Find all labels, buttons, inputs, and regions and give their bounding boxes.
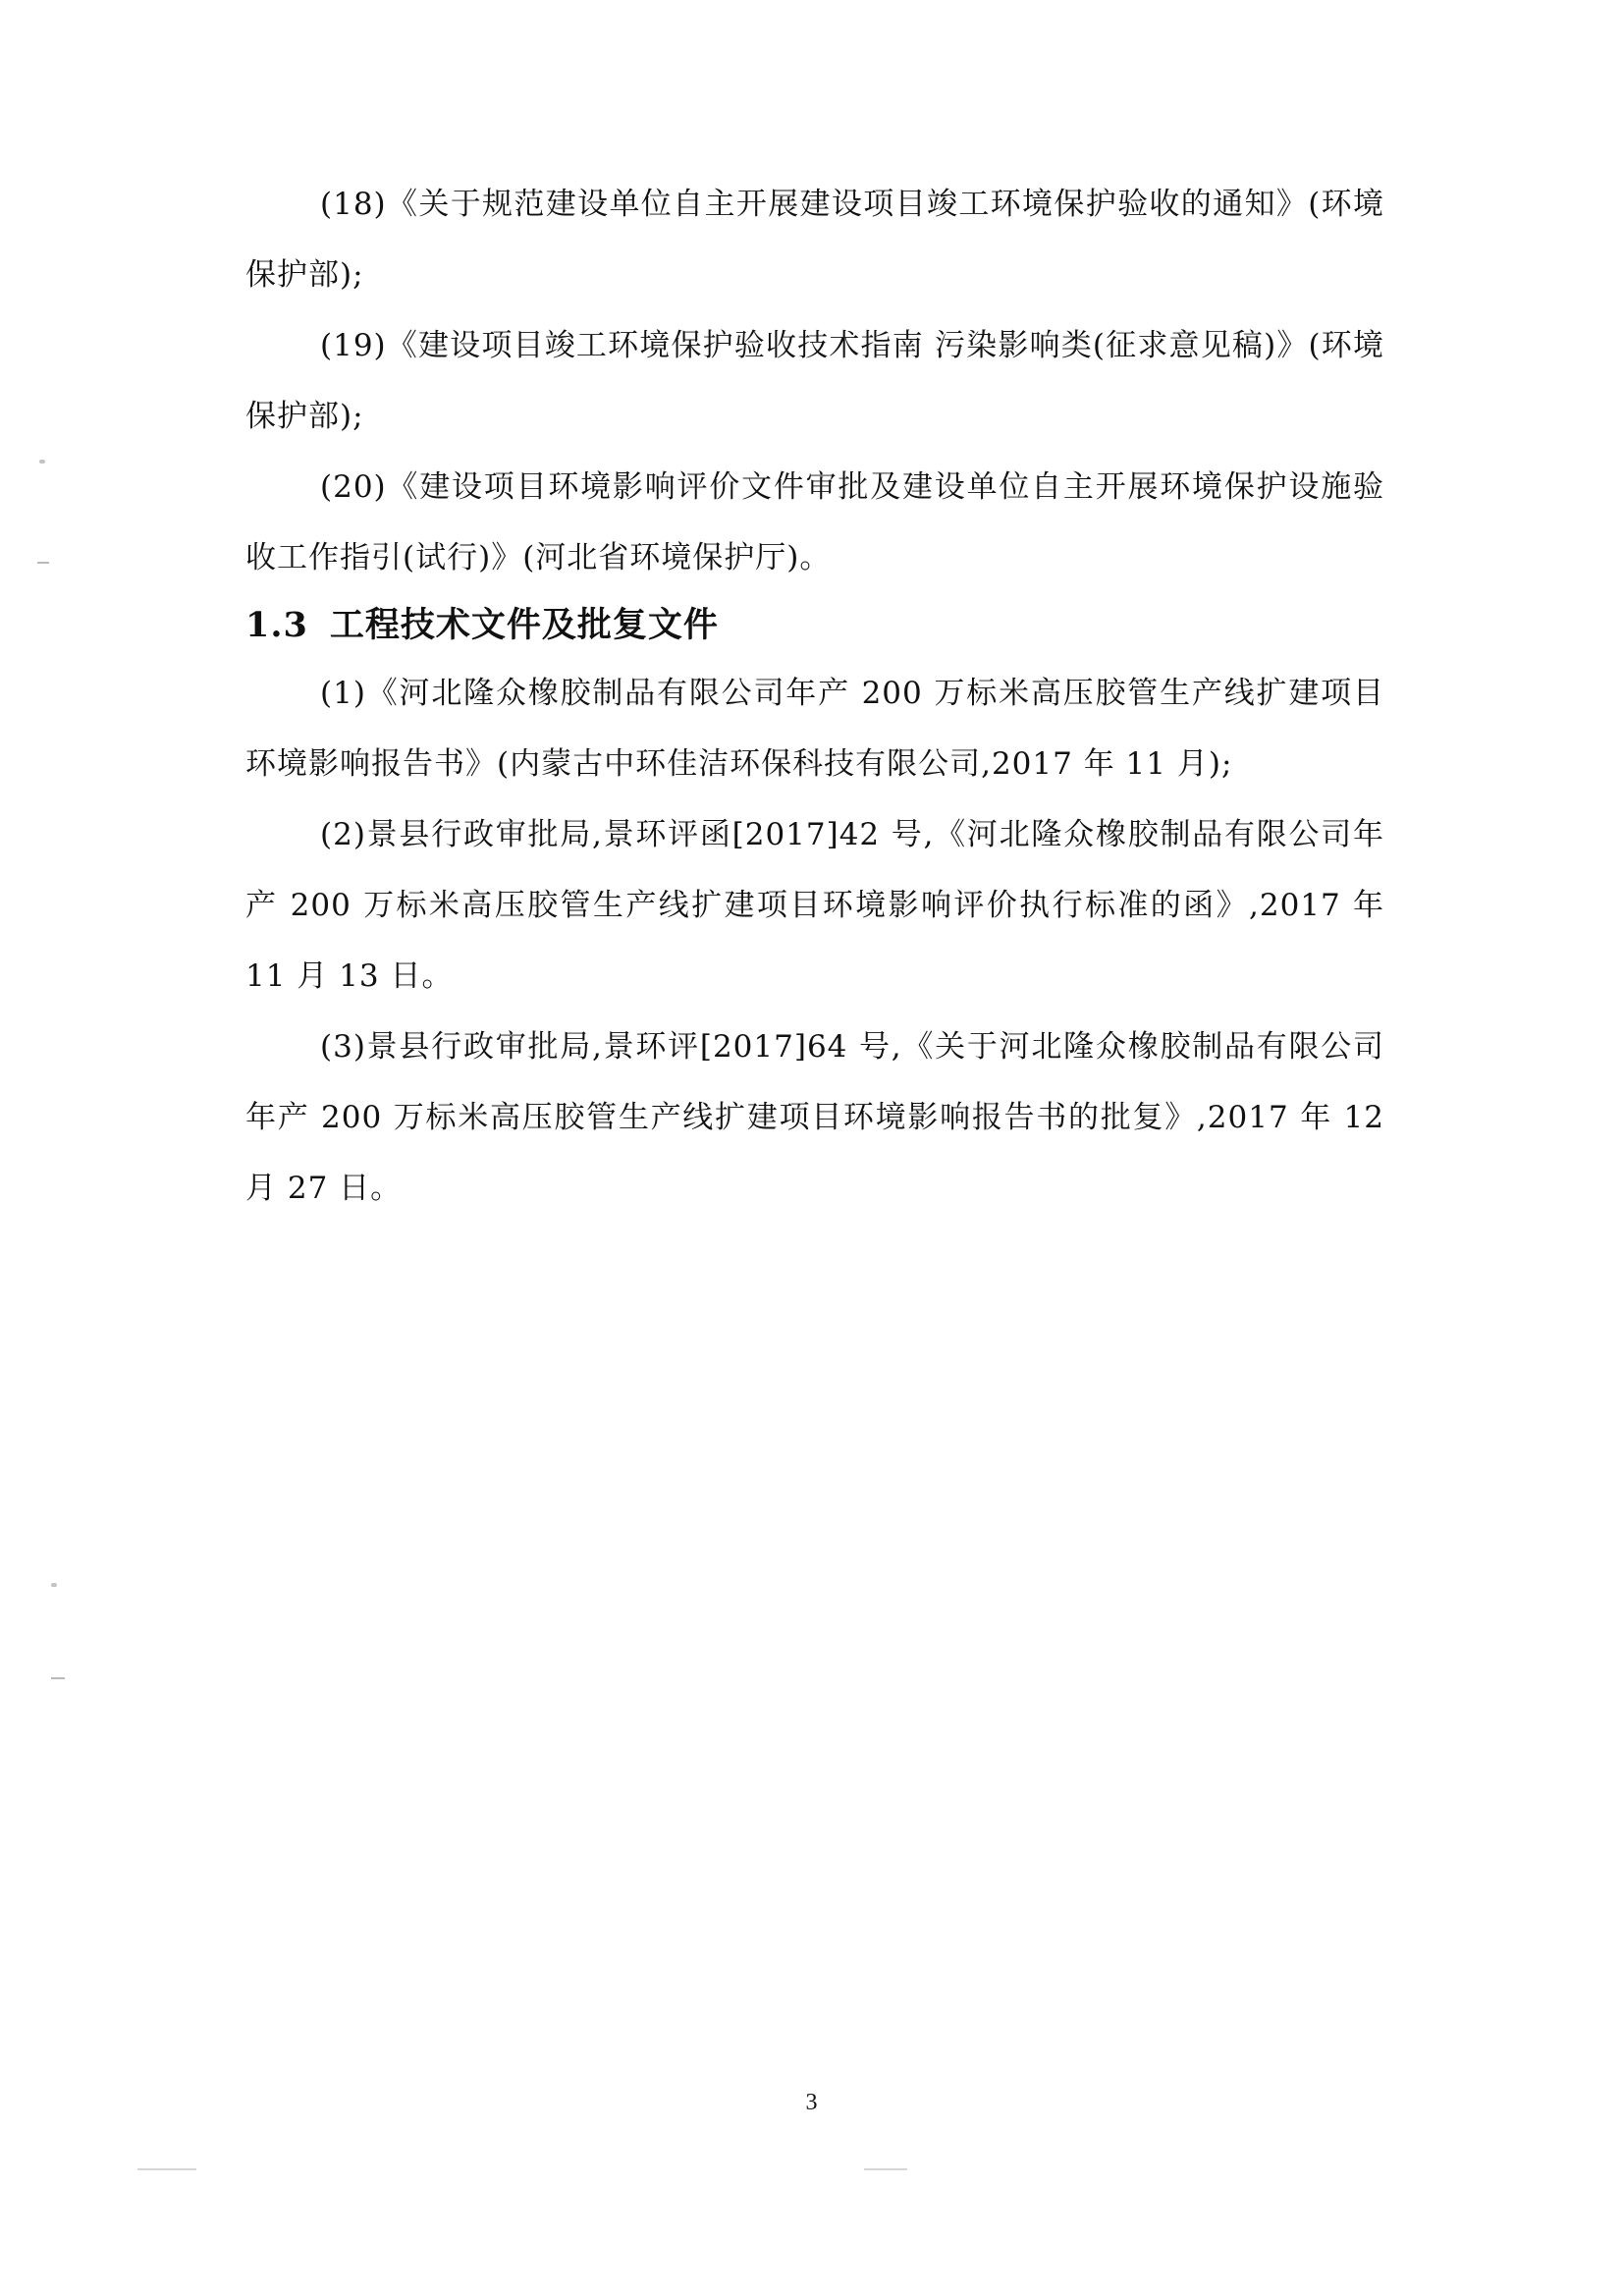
scan-artifact (37, 562, 49, 564)
reference-item: (1)《河北隆众橡胶制品有限公司年产 200 万标米高压胶管生产线扩建项目环境影响报告书》(内蒙古中环佳洁环保科技有限公司,2017 年 11 月); (245, 676, 1384, 782)
scan-artifact (864, 2168, 907, 2170)
section-heading (245, 593, 1384, 658)
section-number: 1.3 (245, 605, 308, 645)
reference-item: (3)景县行政审批局,景环评[2017]64 号,《关于河北隆众橡胶制品有限公司年产 200 万标米高压胶管生产线扩建项目环境影响报告书的批复》,2017 年 12 月 27 日。 (245, 1029, 1384, 1206)
scan-artifact (51, 1583, 57, 1587)
scan-artifact (51, 1677, 65, 1679)
page-number: 3 (805, 2090, 818, 2115)
scan-artifact (137, 2168, 196, 2170)
reference-item: (18)《关于规范建设单位自主开展建设项目竣工环境保护验收的通知》(环境保护部); (245, 187, 1384, 293)
document-body (245, 169, 1384, 1224)
reference-item: (19)《建设项目竣工环境保护验收技术指南 污染影响类(征求意见稿)》(环境保护部); (245, 328, 1384, 434)
reference-item: (2)景县行政审批局,景环评函[2017]42 号,《河北隆众橡胶制品有限公司年产 200 万标米高压胶管生产线扩建项目环境影响评价执行标准的函》,2017 年 11 月 13 日。 (245, 817, 1384, 994)
scan-artifact (39, 460, 45, 464)
section-title: 工程技术文件及批复文件 (329, 605, 719, 645)
reference-item: (20)《建设项目环境影响评价文件审批及建设单位自主开展环境保护设施验收工作指引(试行)》(河北省环境保护厅)。 (245, 469, 1384, 575)
